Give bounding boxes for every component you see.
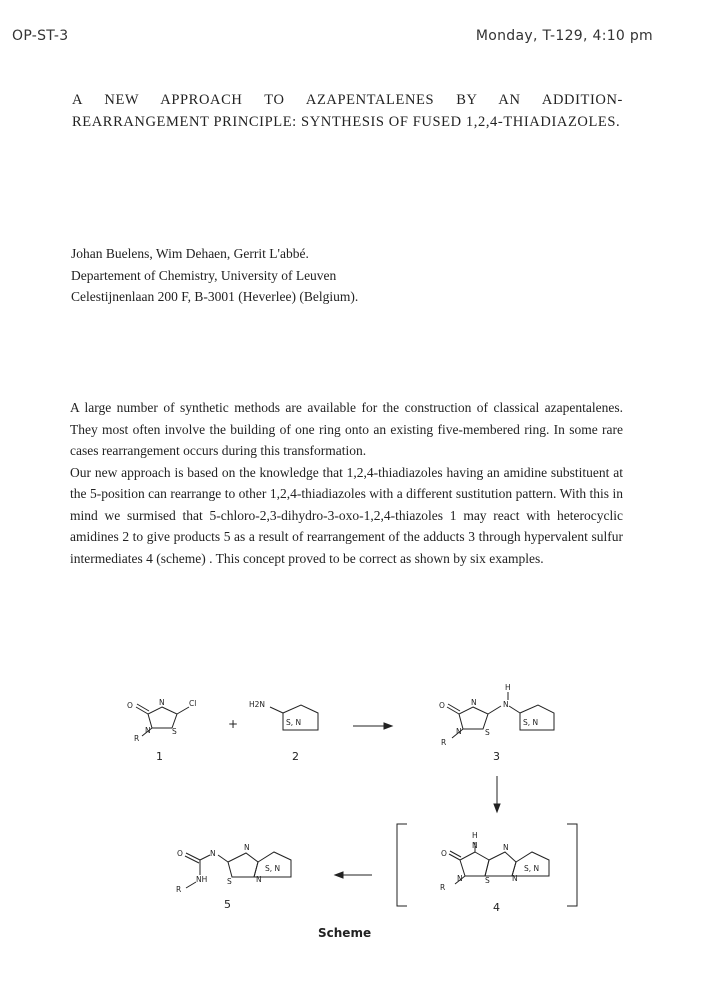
- compound-4-oxygen: O: [441, 849, 447, 858]
- compound-5-r-group: R: [176, 885, 182, 894]
- compound-4-amine-nitrogen: N: [472, 841, 478, 850]
- compound-1-oxygen: O: [127, 701, 133, 710]
- compound-4-amine-hydrogen: H: [472, 831, 478, 840]
- compound-5-sulfur: S: [227, 877, 232, 886]
- compound-1-chlorine: Cl: [189, 699, 197, 708]
- compound-5-nh: NH: [196, 875, 208, 884]
- compound-3-structure: [439, 683, 554, 747]
- reaction-arrow-down: [494, 776, 500, 812]
- scheme-caption: Scheme: [318, 926, 372, 940]
- compound-3-ring-nitrogen: N: [456, 727, 462, 736]
- compound-4-ring-nitrogen: N: [457, 874, 463, 883]
- compound-1-label: 1: [156, 750, 163, 763]
- compound-5-structure: [176, 843, 291, 894]
- compound-5-fused-nitrogen: N: [256, 875, 262, 884]
- compound-3-label: 3: [493, 750, 500, 763]
- compound-3-nitrogen: N: [471, 698, 477, 707]
- author-address: Celestijnenlaan 200 F, B-3001 (Heverlee) (Belgium).: [71, 289, 359, 304]
- compound-3-sn-ring: S, N: [523, 718, 539, 727]
- compound-5-oxygen: O: [177, 849, 183, 858]
- compound-2-structure: [249, 700, 318, 730]
- plus-sign: +: [228, 717, 239, 731]
- compound-3-amine-nitrogen: N: [503, 700, 509, 709]
- compound-5-nitrogen: N: [210, 849, 216, 858]
- reaction-arrow-right: [353, 723, 392, 729]
- compound-5-label: 5: [224, 898, 231, 911]
- compound-3-sulfur: S: [485, 728, 490, 737]
- session-schedule: Monday, T-129, 4:10 pm: [475, 28, 653, 44]
- session-code: OP-ST-3: [12, 28, 69, 44]
- compound-4-label: 4: [493, 901, 500, 914]
- paper-title: A NEW APPROACH TO AZAPENTALENES BY AN ADDITION-REARRANGEMENT PRINCIPLE: SYNTHESIS OF FUSED 1,2,4-THIADIAZOLES.: [72, 92, 623, 130]
- compound-2-label: 2: [292, 750, 299, 763]
- compound-2-sn-ring: S, N: [286, 718, 302, 727]
- abstract-paragraph-1: A large number of synthetic methods are available for the construction of classical azapentalenes. They most often involve the building of one ring onto an existing five-membered ring. In some rare cases rearrangement occurs during this transformation.: [70, 400, 623, 458]
- author-department: Departement of Chemistry, University of Leuven: [71, 267, 337, 283]
- compound-4-nitrogen: N: [503, 843, 509, 852]
- compound-4-sn-ring: S, N: [524, 864, 540, 873]
- compound-4-sulfur: S: [485, 876, 490, 885]
- reaction-arrow-left: [335, 872, 372, 878]
- compound-1-sulfur: S: [172, 727, 177, 736]
- author-names: Johan Buelens, Wim Dehaen, Gerrit L'abbé.: [71, 246, 309, 261]
- reaction-scheme: [0, 670, 704, 960]
- intermediate-brackets: [397, 824, 577, 906]
- abstract-paragraph-2: Our new approach is based on the knowledge that 1,2,4-thiadiazoles having an amidine substituent at the 5-position can rearrange to other 1,2,4-thiadiazoles with a different sustitution pattern. With this in mind we surmised that 5-chloro-2,3-dihydro-3-oxo-1,2,4-thiazoles 1 may react with heterocyclic amidines 2 to give products 5 as a result of rearrangement of the adducts 3 through hypervalent sulfur intermediates 4 (scheme) . This concept proved to be correct as shown by six examples.: [70, 464, 623, 566]
- compound-4-fused-nitrogen: N: [512, 874, 518, 883]
- compound-1-nitrogen: N: [159, 698, 165, 707]
- compound-1-r-group: R: [134, 734, 140, 743]
- author-block: [71, 243, 358, 308]
- compound-4-r-group: R: [440, 883, 446, 892]
- compound-3-oxygen: O: [439, 701, 445, 710]
- compound-1-structure: [127, 698, 196, 743]
- compound-5-sn-ring: S, N: [265, 864, 281, 873]
- compound-3-amine-hydrogen: H: [505, 683, 511, 692]
- abstract-body: [70, 397, 623, 569]
- compound-2-amine: H2N: [249, 700, 266, 709]
- compound-4-structure: [440, 831, 549, 892]
- compound-3-r-group: R: [441, 738, 447, 747]
- compound-1-ring-nitrogen: N: [145, 726, 151, 735]
- compound-5-ring-nitrogen: N: [244, 843, 250, 852]
